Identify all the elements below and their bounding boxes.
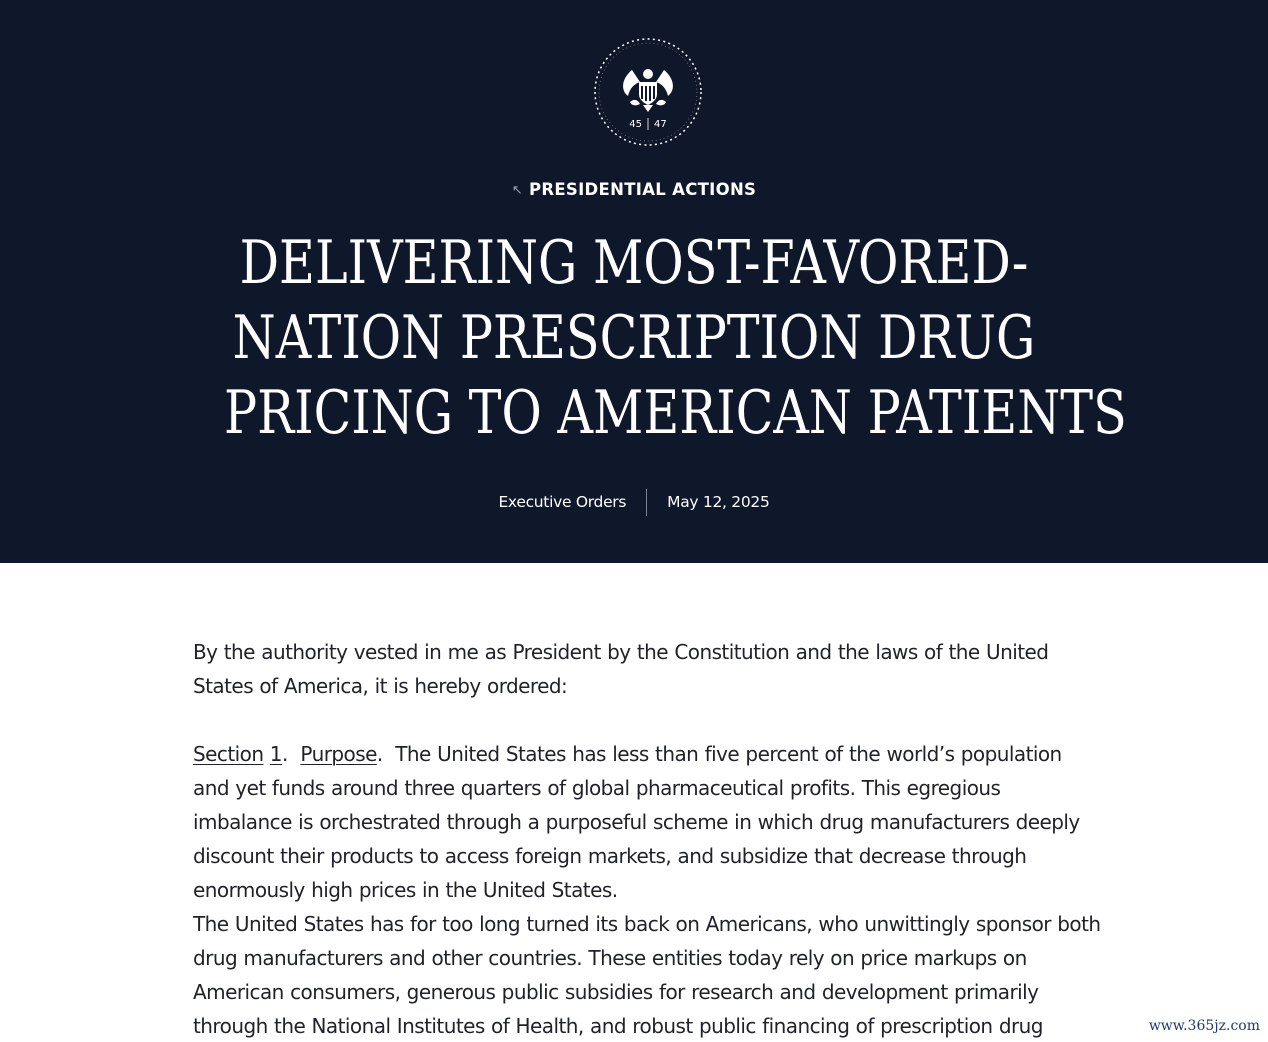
title-line: DELIVERING MOST-FAVORED-	[239, 228, 1029, 298]
page-title	[224, 226, 1127, 451]
post-meta	[0, 488, 1268, 516]
intro-paragraph: By the authority vested in me as President by the Constitution and the laws of the United States of America, it is hereby ordered:	[193, 640, 1049, 698]
watermark-text: www.365jz.com	[1148, 1018, 1260, 1034]
category-label: PRESIDENTIAL ACTIONS	[528, 180, 757, 199]
section-title: Purpose	[300, 742, 377, 766]
paragraph-2: The United States has for too long turned its back on Americans, who unwittingly sponsor both drug manufacturers and other countries. These entities today rely on price markups on American consumers, generous public subsidies for research and development primarily through the National Institutes of Health, and robust public financing of prescription drug	[193, 912, 1101, 1038]
title-line: NATION PRESCRIPTION DRUG	[232, 303, 1036, 373]
section-text: The United States has less than five percent of the world’s population and yet funds around three quarters of global pharmaceutical profits. This egregious imbalance is orchestrated through a purposeful scheme in which drug manufacturers deeply discount their products to access foreign markets, and subsidize that decrease through enormously high prices in the United States.	[193, 742, 1080, 902]
article-body	[193, 635, 1103, 1042]
section-1-paragraph: Section 1. Purpose. The United States has less than five percent of the world’s population and yet funds around three quarters of global pharmaceutical profits. This egregious imbalance is orchestrated through a purposeful scheme in which drug manufacturers deeply discount their products to access foreign markets, and subsidize that decrease through enormously high prices in the United States.	[193, 742, 1080, 902]
title-line: PRICING TO AMERICAN PATIENTS	[224, 378, 1127, 448]
arrow-up-left-icon: ↖	[511, 183, 523, 198]
seal-number-left: 45	[629, 119, 642, 130]
section-number: 1	[269, 742, 282, 766]
post-date: May 12, 2025	[667, 493, 770, 511]
post-type-link[interactable]: Executive Orders	[498, 493, 627, 511]
category-link[interactable]	[0, 180, 1268, 199]
presidential-seal-icon[interactable]	[592, 36, 704, 148]
meta-divider	[646, 489, 647, 516]
seal-number-right: 47	[654, 119, 667, 130]
paragraph-spacer	[193, 703, 1103, 737]
section-label: Section	[193, 742, 264, 766]
